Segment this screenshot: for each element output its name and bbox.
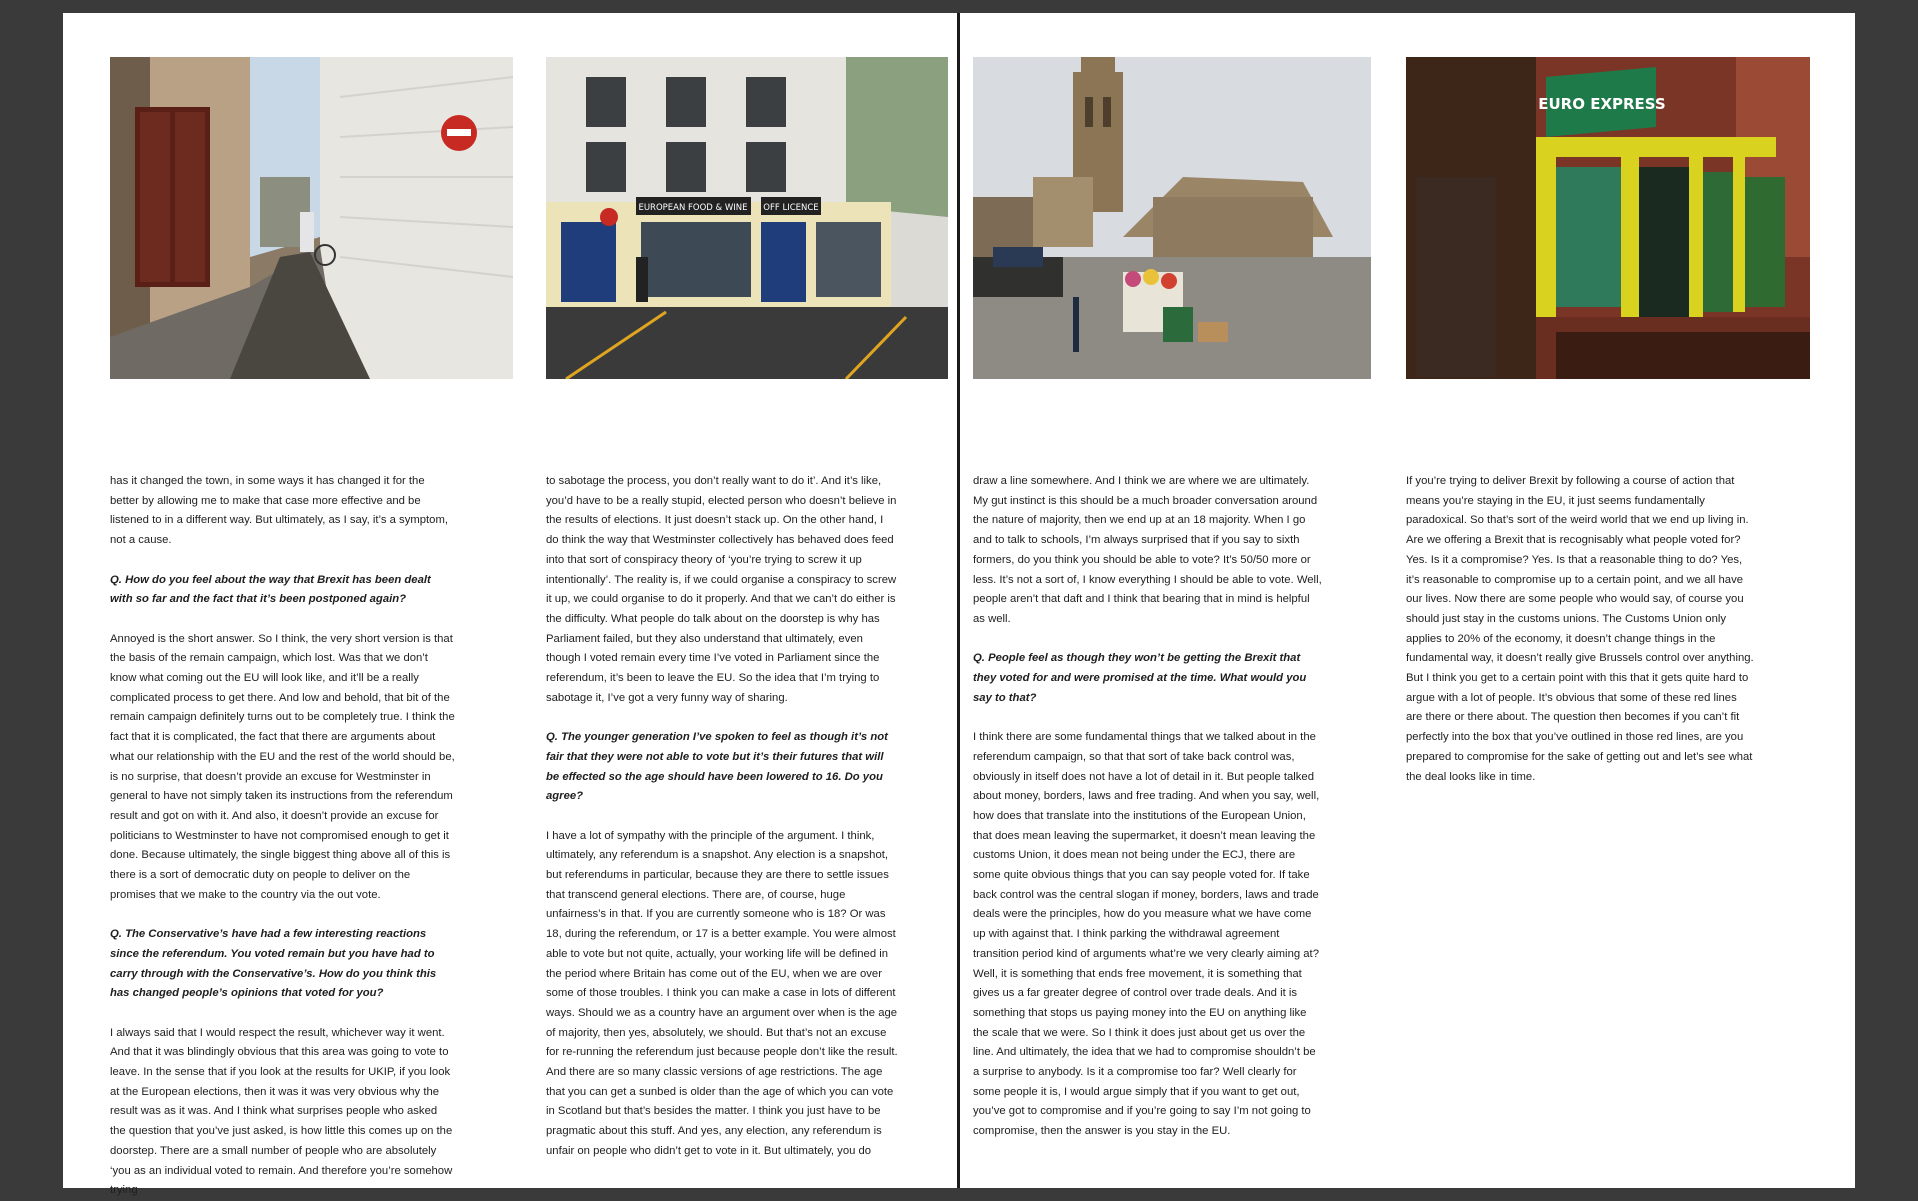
shop-sign-food-wine: EUROPEAN FOOD & WINE [638,203,748,213]
euro-express-photo [1406,57,1810,379]
euro-express-sign: EURO EXPRESS [1538,95,1666,113]
alley-photo [110,57,513,379]
article-column-3 [973,472,1323,1142]
article-column-4 [1406,472,1756,787]
interview-question: Q. People feel as though they won’t be getting the Brexit that they voted for and were promised at the time. What would you say to that? [973,652,1307,704]
paragraph: has it changed the town, in some ways it has changed it for the better by allowing me to make that case more effective and be listened to in a different way. But ultimately, as I say, it’s a symptom, not a cause. [110,475,449,547]
paragraph: draw a line somewhere. And I think we are where we are ultimately. My gut instinct is this should be a much broader conversation around the nature of majority, then we end up at an 18 majority. When I go and to talk to schools, I’m always surprised that if you say to sixth formers, do you think you should be able to vote? It’s 50/50 more or less. It’s not a sort of, I know everything I should be able to vote. Well, people aren’t that daft and I think that bearing that in mind is helpful as well. [973,475,1322,625]
article-column-2 [546,472,898,1162]
corner-shop-photo [546,57,948,379]
magazine-spread [63,13,1855,1197]
market-square-photo [973,57,1371,379]
interview-question: Q. How do you feel about the way that Brexit has been dealt with so far and the fact that it’s been postponed again? [110,573,431,606]
paragraph: to sabotage the process, you don’t really want to do it’. And it’s like, you’d have to be a really stupid, elected person who doesn’t believe in the results of elections. It just doesn’t stack up. On the other hand, I do think the way that Westminster collectively has behaved does feed into that sort of conspiracy theory of ‘you’re trying to screw it up intentionally’. The reality is, if we could organise a conspiracy to screw it up, we could organise to do it properly. And that we can’t do either is the difficulty. What people do talk about on the doorstep is why has Parliament failed, but they also understand that ultimately, even though I voted remain every time I’ve voted in Parliament since the referendum, it’s been to leave the EU. So the idea that I’m trying to sabotage it, I’ve got a very funny way of sharing. [546,475,897,704]
interview-question: Q. The Conservative’s have had a few interesting reactions since the referendum. You voted remain but you have had to carry through with the Conservative’s. How do you think this has changed people’s opinions that voted for you? [110,928,437,1000]
paragraph: If you’re trying to deliver Brexit by following a course of action that means you’re staying in the EU, it just seems fundamentally paradoxical. So that’s sort of the weird world that we end up living in. Are we offering a Brexit that is recognisably what people voted for? Yes. Is it a compromise? Yes. Is that a reasonable thing to do? Yes, it’s reasonable to compromise up to a certain point, and we all have our lives. Now there are some people who would say, of course you should just stay in the customs unions. The Customs Union only applies to 20% of the economy, it doesn’t change things in the fundamental way, it doesn’t really give Brussels control over anything. But I think you get to a certain point with this that it gets quite hard to argue with a lot of people. It’s obvious that some of these red lines are there or there about. The question then becomes if you can’t fit perfectly into the box that you’ve outlined in those red lines, are you prepared to compromise for the sake of getting out and let’s see what the deal looks like in time. [1406,475,1754,783]
page-gutter [957,13,960,1188]
article-column-1 [110,472,455,1201]
paragraph: Annoyed is the short answer. So I think, the very short version is that the basis of the remain campaign, which lost. Was that we don’t know what coming out the EU will look like, and it’ll be a really complicated process to get there. And low and behold, that bit of the remain campaign definitely turns out to be completely true. I think the fact that it is complicated, the fact that there are arguments about what our relationship with the EU and the rest of the world should be, is no surprise, that doesn’t provide an excuse for Westminster in general to have not simply taken its instructions from the referendum result and got on with it. And also, it doesn’t provide an excuse for politicians to Westminster to have not compromised enough to get it done. Because ultimately, the single biggest thing above all of this is there is a sort of democratic duty on people to deliver on the promises that we make to the country via the out vote. [110,632,455,901]
paragraph: I have a lot of sympathy with the principle of the argument. I think, ultimately, any referendum is a snapshot. Any election is a snapshot, but referendums in particular, because they are there to settle issues that transcend general elections. There are, of course, huge unfairness’s in that. If you are currently someone who is 18? Or was 18, during the referendum, or 17 is a better example. You were almost able to vote but not quite, actually, your working life will be defined in the period where Britain has come out of the EU, when we are over some of those troubles. I think you can make a case in lots of different ways. Should we as a country have an argument over when is the age of majority, then yes, absolutely, we should. But that’s not an excuse for re-running the referendum just because people don’t like the result. And there are so many classic versions of age restrictions. The age that you can get a sunbed is older than the age of which you can vote in Scotland but that’s besides the matter. I think you just have to be pragmatic about this stuff. And yes, any election, any referendum is unfair on people who didn’t get to vote in it. But ultimately, you do [546,829,898,1157]
paragraph: I think there are some fundamental things that we talked about in the referendum campaign, so that that sort of take back control was, obviously in itself does not have a lot of detail in it. But people talked about money, borders, laws and free trading. And when you say, well, how does that translate into the institutions of the European Union, that does mean leaving the supermarket, it doesn’t mean leaving the customs Union, it does mean not being under the ECJ, there are some quite obvious things that you can say people voted for. If take back control was the central slogan if money, borders, laws and trade deals were the principles, how do you measure what we have come up with against that. I think parking the withdrawal agreement transition period kind of arguments what’re we very clearly aiming at? Well, it is something that ends free movement, it is something that gives us a far greater degree of control over trade deals. And it is something that stops us paying money into the EU on anything like the scale that we were. So I think it does just about get us over the line. And ultimately, the idea that we had to compromise shouldn’t be a surprise to anybody. Is it a compromise too far? Well clearly for some people it is, I would argue simply that if you want to get out, you’ve got to compromise and if you’re going to say I’m not going to compromise, then the answer is you stay in the EU. [973,731,1320,1138]
shop-sign-off-licence: OFF LICENCE [763,203,819,213]
interview-question: Q. The younger generation I’ve spoken to feel as though it’s not fair that they were not able to vote but it’s their futures that will be effected so the age should have been lowered to 16. Do you agree? [546,731,888,803]
paragraph: I always said that I would respect the result, whichever way it went. And that it was blindingly obvious that this area was going to vote to leave. In the sense that if you look at the results for UKIP, if you look at the European elections, then it was it was very obvious why the result was as it was. And I think what surprises people who asked the question that you’ve just asked, is how little this comes up on the doorstep. There are a small number of people who are absolutely ‘you as an individual voted to remain. And therefore you’re somehow trying [110,1026,453,1197]
